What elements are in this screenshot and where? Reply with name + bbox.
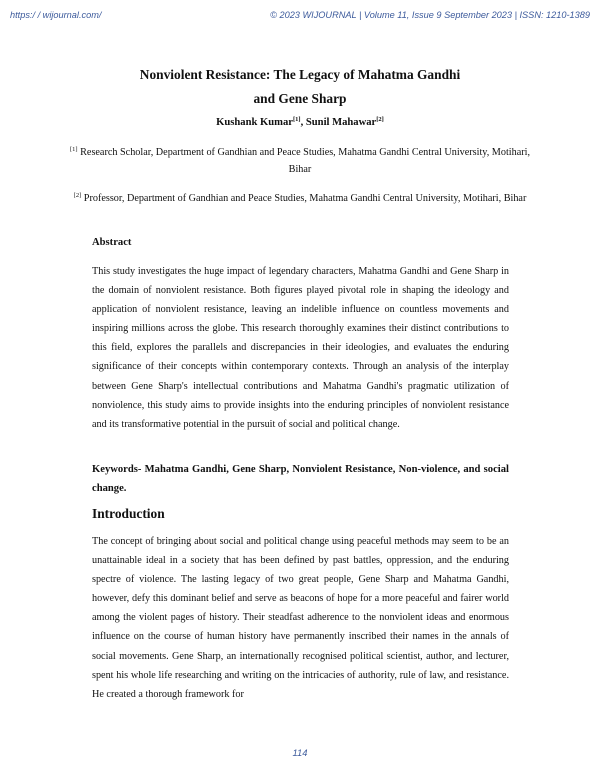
- abstract-heading: Abstract: [92, 237, 132, 248]
- introduction-heading: Introduction: [92, 506, 165, 521]
- affiliation-mark: [2]: [73, 192, 82, 199]
- keywords: Keywords- Mahatma Gandhi, Gene Sharp, Nonviolent Resistance, Non-violence, and social change.: [92, 464, 509, 494]
- affiliation-mark: [2]: [376, 116, 384, 123]
- author-list: [0, 117, 600, 128]
- affiliation-mark: [1]: [293, 116, 301, 123]
- journal-url-link[interactable]: https:/ / wijournal.com/: [10, 10, 102, 20]
- affiliation-text: Professor, Department of Gandhian and Peace Studies, Mahatma Gandhi Central University, Motihari, Bihar: [81, 193, 527, 204]
- affiliation-text: Research Scholar, Department of Gandhian and Peace Studies, Mahatma Gandhi Central University, Motihari, Bihar: [77, 147, 531, 175]
- abstract-text: This study investigates the huge impact of legendary characters, Mahatma Gandhi and Gene Sharp in the domain of nonviolent resistance. Both figures played pivotal role in shaping the ideology and application of nonviolent resistance, leaving an indelible influence on countless movements and inspiring millions across the globe. This research thoroughly examines their distinct contributions to this field, explores the parallels and discrepancies in their ideologies, and evaluates the enduring significance of their concepts within contemporary contexts. Through an analysis of the interplay between Gene Sharp's intellectual contributions and Mahatma Gandhi's pragmatic utilization of nonviolence, this study aims to provide insights into the enduring principles of nonviolent resistance and its transformative potential in the pursuit of social and political change.: [92, 266, 509, 430]
- affiliation: [60, 190, 540, 207]
- affiliation: [60, 144, 540, 178]
- author-separator: ,: [300, 117, 306, 128]
- author-name: Sunil Mahawar: [305, 117, 377, 128]
- page-header: [10, 10, 590, 22]
- journal-citation: © 2023 WIJOURNAL | Volume 11, Issue 9 September 2023 | ISSN: 1210-1389: [270, 10, 590, 20]
- author-name: Kushank Kumar: [216, 117, 293, 128]
- affiliation-mark: [1]: [69, 146, 78, 153]
- introduction-text: The concept of bringing about social and political change using peaceful methods may seem to be an unattainable ideal in a society that has been defined by past battles, oppression, and the enduring spectre of violence. The lasting legacy of two great people, Gene Sharp and Mahatma Gandhi, however, defy this dominant belief and serve as beacons of hope for a more peaceful and fairer world among the violent pages of history. Their steadfast adherence to the nonviolent ideas and enormous influence on the course of human history have permanently inscribed their names in the annals of social movements. Gene Sharp, an internationally recognised political scientist, author, and lecturer, spent his whole life researching and writing on the intricacies of authority, rule of law, and resistance. He created a thorough framework for: [92, 536, 509, 700]
- paper-title-line-2: and Gene Sharp: [253, 91, 347, 106]
- page-number: 114: [292, 747, 308, 758]
- paper-title-line-1: Nonviolent Resistance: The Legacy of Mahatma Gandhi: [139, 67, 461, 82]
